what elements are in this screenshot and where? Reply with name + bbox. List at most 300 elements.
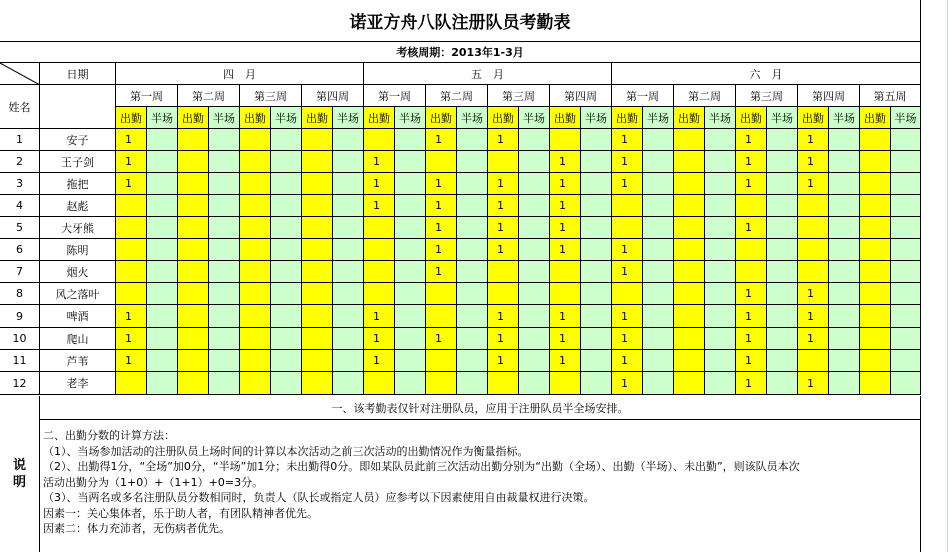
half-subheader: 半场 bbox=[519, 107, 550, 129]
notes-line-1: 一、该考勤表仅针对注册队员，应用于注册队员半全场安排。 bbox=[40, 396, 921, 420]
half-cell bbox=[147, 372, 178, 395]
attend-cell bbox=[860, 328, 891, 350]
half-cell bbox=[333, 372, 364, 395]
attend-cell: 1 bbox=[488, 328, 519, 350]
attend-cell bbox=[178, 217, 209, 239]
half-cell bbox=[767, 328, 798, 350]
week-header: 第三周 bbox=[488, 85, 550, 107]
attend-cell bbox=[860, 195, 891, 217]
half-cell bbox=[519, 239, 550, 261]
half-cell bbox=[829, 283, 860, 305]
half-cell bbox=[271, 350, 302, 372]
attend-cell: 1 bbox=[736, 305, 767, 328]
half-cell bbox=[333, 129, 364, 151]
row-number: 1 bbox=[0, 129, 40, 151]
attend-cell bbox=[426, 283, 457, 305]
month-header: 六 月 bbox=[612, 63, 921, 85]
half-cell bbox=[271, 261, 302, 283]
attend-cell: 1 bbox=[612, 129, 643, 151]
half-cell bbox=[891, 328, 921, 350]
notes-line-4: （2）、出勤得1分，“全场”加0分，“半场”加1分；未出勤得0分。即如某队员此前三次活动出勤分别为“出勤（全场）、出勤（半场）、未出勤”，则该队员本次 bbox=[43, 460, 800, 473]
attend-cell: 1 bbox=[426, 173, 457, 195]
half-cell bbox=[891, 283, 921, 305]
attend-cell: 1 bbox=[612, 350, 643, 372]
half-cell bbox=[643, 217, 674, 239]
half-cell bbox=[271, 305, 302, 328]
attend-cell bbox=[240, 195, 271, 217]
attend-cell: 1 bbox=[488, 195, 519, 217]
attend-cell bbox=[240, 305, 271, 328]
attend-cell: 1 bbox=[736, 173, 767, 195]
header-blank-cell bbox=[40, 85, 116, 129]
attend-cell: 1 bbox=[488, 350, 519, 372]
half-cell bbox=[767, 350, 798, 372]
half-cell bbox=[271, 217, 302, 239]
half-cell bbox=[271, 195, 302, 217]
attend-cell bbox=[798, 195, 829, 217]
half-cell bbox=[643, 173, 674, 195]
attend-cell bbox=[240, 372, 271, 395]
half-cell bbox=[147, 283, 178, 305]
half-cell bbox=[457, 305, 488, 328]
attend-cell bbox=[612, 283, 643, 305]
half-cell bbox=[519, 195, 550, 217]
attend-cell bbox=[240, 239, 271, 261]
half-cell bbox=[271, 173, 302, 195]
attend-cell bbox=[116, 283, 147, 305]
row-number: 5 bbox=[0, 217, 40, 239]
attend-subheader: 出勤 bbox=[674, 107, 705, 129]
attend-cell: 1 bbox=[798, 305, 829, 328]
attend-cell bbox=[240, 151, 271, 173]
attend-cell bbox=[178, 239, 209, 261]
attend-cell bbox=[860, 173, 891, 195]
attend-cell: 1 bbox=[426, 195, 457, 217]
half-cell bbox=[767, 239, 798, 261]
half-cell bbox=[457, 173, 488, 195]
half-cell bbox=[829, 217, 860, 239]
notes-label bbox=[0, 396, 40, 552]
notes-line-7: 因素一：关心集体者，乐于助人者，有团队精神者优先。 bbox=[43, 506, 318, 520]
attend-cell: 1 bbox=[736, 372, 767, 395]
half-cell bbox=[581, 217, 612, 239]
half-cell bbox=[891, 239, 921, 261]
member-name: 风之落叶 bbox=[40, 283, 116, 305]
member-name: 大牙熊 bbox=[40, 217, 116, 239]
attend-cell: 1 bbox=[364, 305, 395, 328]
half-cell bbox=[581, 261, 612, 283]
attend-subheader: 出勤 bbox=[550, 107, 581, 129]
half-cell bbox=[519, 328, 550, 350]
half-cell bbox=[209, 239, 240, 261]
notes-line-6: （3）、当两名或多名注册队员分数相同时，负责人（队长或指定人员）应参考以下因素使用自由裁量权进行决策。 bbox=[43, 491, 595, 504]
half-cell bbox=[395, 195, 426, 217]
half-cell bbox=[209, 217, 240, 239]
week-header: 第二周 bbox=[674, 85, 736, 107]
attend-cell bbox=[178, 372, 209, 395]
half-cell bbox=[271, 129, 302, 151]
week-header: 第二周 bbox=[426, 85, 488, 107]
attend-cell bbox=[550, 129, 581, 151]
attend-cell: 1 bbox=[798, 283, 829, 305]
member-name: 拖把 bbox=[40, 173, 116, 195]
attend-cell: 1 bbox=[612, 372, 643, 395]
date-label: 日期 bbox=[40, 63, 116, 85]
row-number: 12 bbox=[0, 372, 40, 395]
attend-cell bbox=[860, 261, 891, 283]
attend-cell bbox=[302, 372, 333, 395]
member-name: 陈明 bbox=[40, 239, 116, 261]
half-cell bbox=[147, 195, 178, 217]
attend-subheader: 出勤 bbox=[736, 107, 767, 129]
notes-line-5: 活动出勤分为（1+0）+（1+1）+0=3分。 bbox=[43, 475, 264, 489]
half-cell bbox=[333, 195, 364, 217]
attend-cell bbox=[426, 350, 457, 372]
half-cell bbox=[829, 328, 860, 350]
attend-cell bbox=[302, 305, 333, 328]
half-cell bbox=[891, 195, 921, 217]
attend-cell: 1 bbox=[116, 305, 147, 328]
attend-cell: 1 bbox=[364, 328, 395, 350]
attend-subheader: 出勤 bbox=[364, 107, 395, 129]
attend-cell bbox=[302, 129, 333, 151]
member-name: 爬山 bbox=[40, 328, 116, 350]
attend-cell: 1 bbox=[736, 217, 767, 239]
attend-cell: 1 bbox=[550, 195, 581, 217]
half-cell bbox=[147, 217, 178, 239]
half-cell bbox=[147, 305, 178, 328]
half-cell bbox=[829, 151, 860, 173]
half-subheader: 半场 bbox=[209, 107, 240, 129]
half-cell bbox=[457, 283, 488, 305]
attend-cell bbox=[364, 129, 395, 151]
attend-cell: 1 bbox=[550, 217, 581, 239]
notes-label-char-2: 明 bbox=[12, 475, 26, 490]
half-cell bbox=[209, 129, 240, 151]
half-cell bbox=[395, 305, 426, 328]
week-header: 第四周 bbox=[302, 85, 364, 107]
attend-cell bbox=[674, 328, 705, 350]
attend-cell bbox=[798, 239, 829, 261]
attend-cell bbox=[674, 372, 705, 395]
attend-cell bbox=[178, 350, 209, 372]
half-cell bbox=[767, 217, 798, 239]
half-cell bbox=[457, 195, 488, 217]
attend-cell bbox=[426, 305, 457, 328]
attend-cell bbox=[240, 328, 271, 350]
half-cell bbox=[643, 283, 674, 305]
attend-cell: 1 bbox=[116, 328, 147, 350]
attend-cell bbox=[240, 217, 271, 239]
week-header: 第四周 bbox=[798, 85, 860, 107]
half-cell bbox=[643, 195, 674, 217]
half-cell bbox=[581, 173, 612, 195]
attend-cell: 1 bbox=[736, 283, 767, 305]
attend-cell: 1 bbox=[364, 195, 395, 217]
half-cell bbox=[581, 283, 612, 305]
half-cell bbox=[395, 151, 426, 173]
half-subheader: 半场 bbox=[457, 107, 488, 129]
attend-cell: 1 bbox=[488, 217, 519, 239]
attend-cell bbox=[860, 283, 891, 305]
attend-cell bbox=[488, 261, 519, 283]
half-cell bbox=[829, 305, 860, 328]
half-cell bbox=[333, 239, 364, 261]
attend-cell: 1 bbox=[488, 129, 519, 151]
half-cell bbox=[705, 261, 736, 283]
half-cell bbox=[643, 328, 674, 350]
attend-cell: 1 bbox=[116, 350, 147, 372]
member-name: 烟火 bbox=[40, 261, 116, 283]
half-cell bbox=[395, 261, 426, 283]
attend-cell: 1 bbox=[798, 328, 829, 350]
attend-cell: 1 bbox=[426, 328, 457, 350]
half-cell bbox=[891, 305, 921, 328]
row-number: 3 bbox=[0, 173, 40, 195]
week-header: 第五周 bbox=[860, 85, 921, 107]
attend-cell: 1 bbox=[736, 328, 767, 350]
attend-cell bbox=[736, 239, 767, 261]
half-cell bbox=[829, 173, 860, 195]
attend-cell: 1 bbox=[736, 350, 767, 372]
attend-cell bbox=[302, 350, 333, 372]
attend-cell bbox=[488, 151, 519, 173]
attend-cell: 1 bbox=[612, 328, 643, 350]
half-cell bbox=[519, 372, 550, 395]
week-header: 第二周 bbox=[178, 85, 240, 107]
row-number: 6 bbox=[0, 239, 40, 261]
attend-cell bbox=[674, 305, 705, 328]
half-subheader: 半场 bbox=[147, 107, 178, 129]
week-header: 第一周 bbox=[116, 85, 178, 107]
row-number: 10 bbox=[0, 328, 40, 350]
week-header: 第一周 bbox=[364, 85, 426, 107]
half-cell bbox=[457, 217, 488, 239]
attend-cell bbox=[860, 129, 891, 151]
half-cell bbox=[519, 283, 550, 305]
attend-cell: 1 bbox=[116, 151, 147, 173]
attend-cell bbox=[674, 217, 705, 239]
attend-cell bbox=[302, 328, 333, 350]
half-subheader: 半场 bbox=[829, 107, 860, 129]
half-cell bbox=[891, 173, 921, 195]
attend-cell bbox=[426, 372, 457, 395]
attend-cell bbox=[860, 151, 891, 173]
attend-cell bbox=[364, 372, 395, 395]
attend-cell bbox=[302, 217, 333, 239]
half-cell bbox=[519, 261, 550, 283]
half-cell bbox=[581, 372, 612, 395]
attend-cell bbox=[674, 129, 705, 151]
attend-cell bbox=[178, 151, 209, 173]
half-cell bbox=[147, 239, 178, 261]
half-cell bbox=[643, 239, 674, 261]
half-cell bbox=[333, 151, 364, 173]
half-cell bbox=[705, 328, 736, 350]
half-subheader: 半场 bbox=[581, 107, 612, 129]
half-cell bbox=[395, 217, 426, 239]
half-cell bbox=[395, 350, 426, 372]
attend-cell: 1 bbox=[612, 173, 643, 195]
attend-cell bbox=[860, 217, 891, 239]
half-cell bbox=[519, 129, 550, 151]
half-cell bbox=[271, 328, 302, 350]
half-cell bbox=[271, 283, 302, 305]
half-cell bbox=[147, 129, 178, 151]
attend-cell: 1 bbox=[364, 151, 395, 173]
assessment-period: 考核周期：2013年1-3月 bbox=[0, 42, 921, 63]
half-cell bbox=[581, 195, 612, 217]
attend-cell bbox=[116, 195, 147, 217]
half-cell bbox=[209, 305, 240, 328]
attend-cell bbox=[674, 173, 705, 195]
attend-cell: 1 bbox=[798, 129, 829, 151]
attend-cell bbox=[736, 195, 767, 217]
attend-cell bbox=[860, 372, 891, 395]
half-cell bbox=[705, 305, 736, 328]
attend-cell bbox=[302, 151, 333, 173]
half-cell bbox=[581, 129, 612, 151]
half-cell bbox=[581, 239, 612, 261]
attend-cell bbox=[116, 372, 147, 395]
half-subheader: 半场 bbox=[705, 107, 736, 129]
half-cell bbox=[705, 217, 736, 239]
attend-cell bbox=[426, 151, 457, 173]
month-header: 四 月 bbox=[116, 63, 364, 85]
attend-cell bbox=[178, 195, 209, 217]
notes-label-char-1: 说 bbox=[12, 458, 26, 473]
half-cell bbox=[457, 261, 488, 283]
attend-cell bbox=[860, 305, 891, 328]
name-label: 姓名 bbox=[0, 85, 40, 129]
notes-line-2: 二、出勤分数的计算方法： bbox=[43, 429, 175, 442]
attend-cell bbox=[178, 328, 209, 350]
half-cell bbox=[333, 350, 364, 372]
half-cell bbox=[891, 261, 921, 283]
attend-cell bbox=[674, 283, 705, 305]
attend-cell: 1 bbox=[426, 239, 457, 261]
attend-cell bbox=[364, 283, 395, 305]
half-cell bbox=[147, 328, 178, 350]
half-cell bbox=[705, 129, 736, 151]
half-cell bbox=[209, 372, 240, 395]
half-cell bbox=[271, 239, 302, 261]
attend-cell: 1 bbox=[426, 217, 457, 239]
half-cell bbox=[767, 372, 798, 395]
row-number: 4 bbox=[0, 195, 40, 217]
attend-cell: 1 bbox=[426, 261, 457, 283]
attend-cell: 1 bbox=[798, 151, 829, 173]
half-cell bbox=[457, 239, 488, 261]
attend-subheader: 出勤 bbox=[426, 107, 457, 129]
half-cell bbox=[705, 195, 736, 217]
attend-subheader: 出勤 bbox=[612, 107, 643, 129]
attend-subheader: 出勤 bbox=[798, 107, 829, 129]
attend-cell bbox=[860, 239, 891, 261]
attend-subheader: 出勤 bbox=[488, 107, 519, 129]
half-cell bbox=[829, 129, 860, 151]
attend-cell: 1 bbox=[364, 350, 395, 372]
attend-cell bbox=[674, 195, 705, 217]
half-cell bbox=[829, 372, 860, 395]
attend-cell bbox=[674, 239, 705, 261]
attend-cell bbox=[364, 261, 395, 283]
half-cell bbox=[209, 151, 240, 173]
half-cell bbox=[333, 173, 364, 195]
half-cell bbox=[705, 350, 736, 372]
half-cell bbox=[891, 350, 921, 372]
half-cell bbox=[147, 261, 178, 283]
half-cell bbox=[705, 372, 736, 395]
half-cell bbox=[643, 129, 674, 151]
attend-cell bbox=[116, 261, 147, 283]
attend-cell bbox=[240, 283, 271, 305]
notes-line-8: 因素二：体力充沛者，无伤病者优先。 bbox=[43, 522, 230, 535]
half-subheader: 半场 bbox=[767, 107, 798, 129]
attend-cell bbox=[550, 261, 581, 283]
attend-cell bbox=[488, 372, 519, 395]
half-cell bbox=[705, 239, 736, 261]
attend-cell bbox=[116, 217, 147, 239]
half-cell bbox=[891, 129, 921, 151]
half-cell bbox=[519, 217, 550, 239]
attend-cell bbox=[240, 173, 271, 195]
attend-cell: 1 bbox=[736, 151, 767, 173]
half-cell bbox=[457, 151, 488, 173]
attend-cell: 1 bbox=[550, 239, 581, 261]
week-header: 第四周 bbox=[550, 85, 612, 107]
half-cell bbox=[767, 305, 798, 328]
attend-cell bbox=[302, 261, 333, 283]
half-cell bbox=[643, 305, 674, 328]
attend-subheader: 出勤 bbox=[860, 107, 891, 129]
attend-cell bbox=[798, 261, 829, 283]
attend-cell: 1 bbox=[488, 305, 519, 328]
half-cell bbox=[829, 195, 860, 217]
week-header: 第三周 bbox=[240, 85, 302, 107]
half-cell bbox=[333, 217, 364, 239]
week-header: 第三周 bbox=[736, 85, 798, 107]
half-cell bbox=[705, 173, 736, 195]
half-cell bbox=[271, 151, 302, 173]
attend-cell: 1 bbox=[612, 261, 643, 283]
half-cell bbox=[333, 261, 364, 283]
half-cell bbox=[395, 372, 426, 395]
month-header: 五 月 bbox=[364, 63, 612, 85]
half-cell bbox=[767, 151, 798, 173]
corner-cell bbox=[0, 63, 40, 85]
attend-cell: 1 bbox=[116, 173, 147, 195]
attend-cell: 1 bbox=[426, 129, 457, 151]
half-cell bbox=[209, 195, 240, 217]
row-number: 11 bbox=[0, 350, 40, 372]
half-cell bbox=[147, 151, 178, 173]
attend-cell bbox=[674, 261, 705, 283]
half-cell bbox=[767, 195, 798, 217]
member-name: 啤酒 bbox=[40, 305, 116, 328]
half-cell bbox=[519, 173, 550, 195]
attend-cell bbox=[860, 350, 891, 372]
attend-subheader: 出勤 bbox=[240, 107, 271, 129]
half-cell bbox=[643, 350, 674, 372]
attend-cell bbox=[302, 283, 333, 305]
attend-cell: 1 bbox=[612, 305, 643, 328]
member-name: 赵彪 bbox=[40, 195, 116, 217]
attend-cell bbox=[116, 239, 147, 261]
attend-cell bbox=[178, 173, 209, 195]
half-cell bbox=[829, 350, 860, 372]
attend-cell: 1 bbox=[550, 305, 581, 328]
